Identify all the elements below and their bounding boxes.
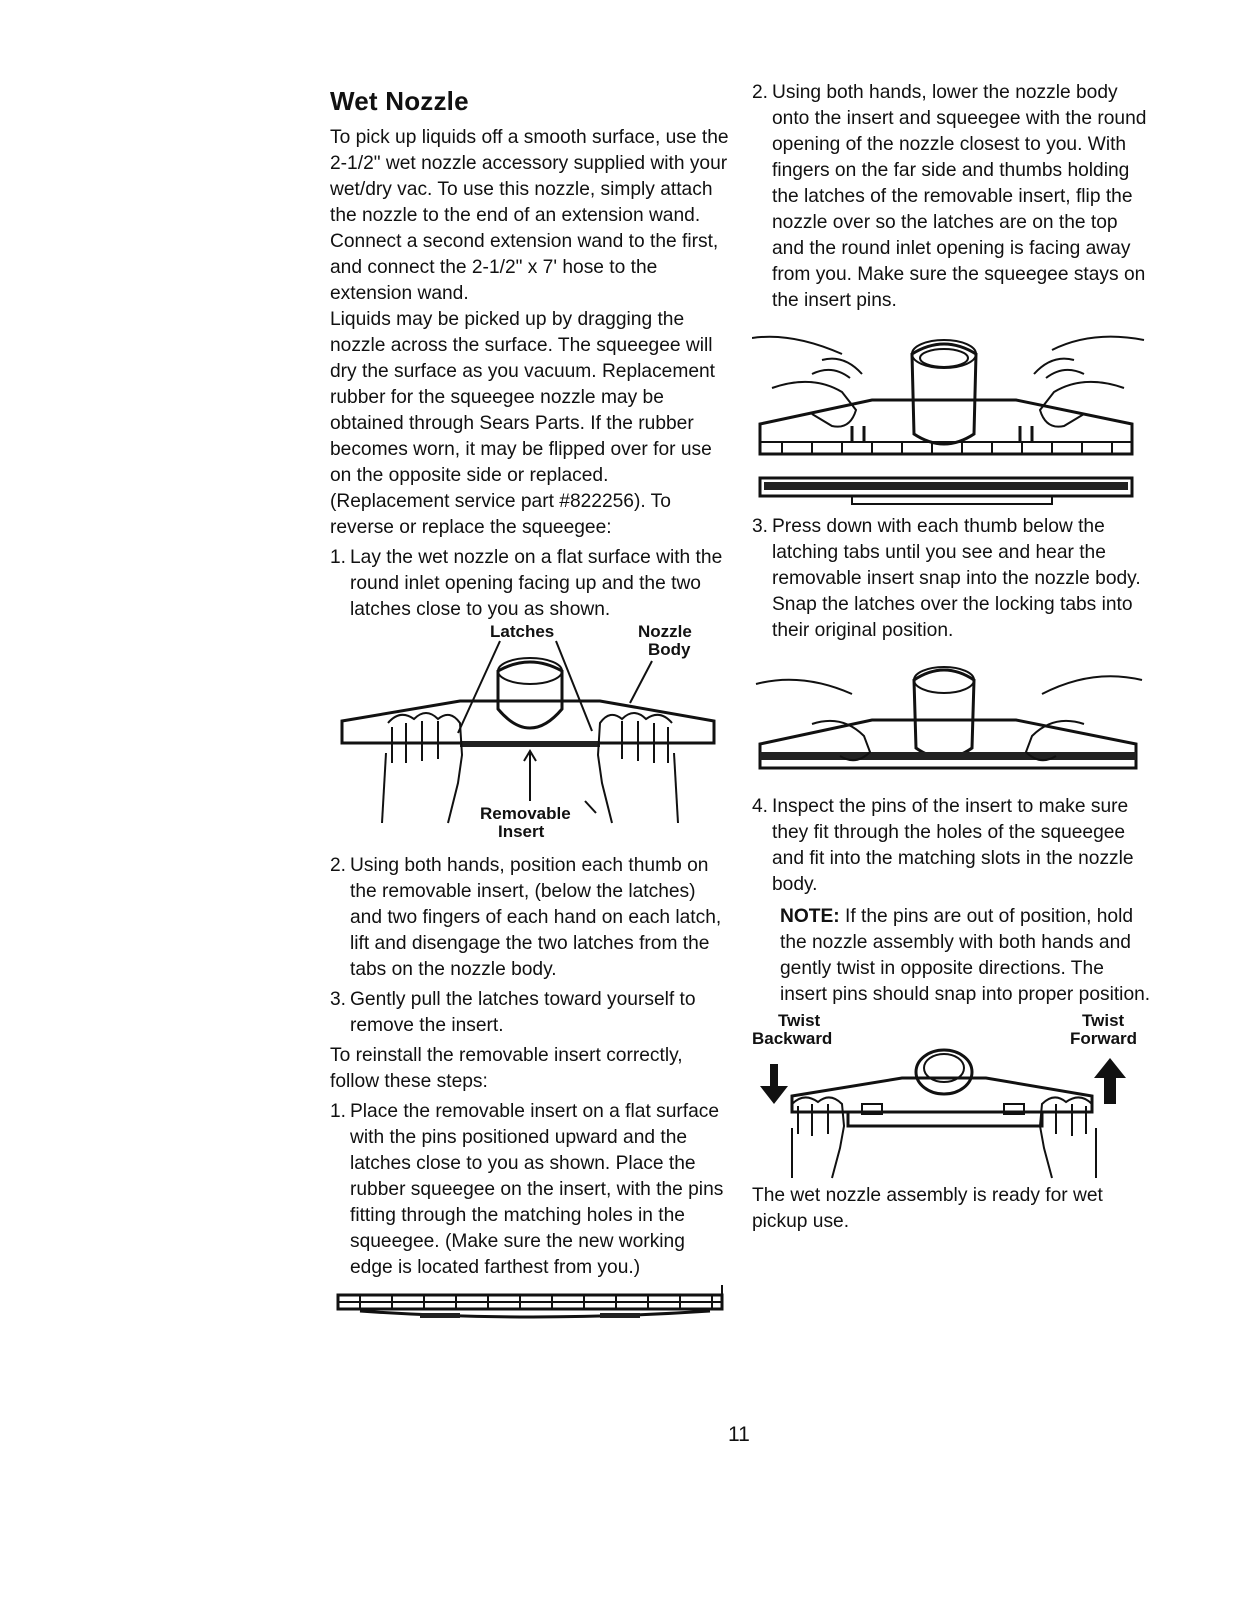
- label-latches: Latches: [490, 623, 555, 641]
- label-twist-right: Twist: [1082, 1011, 1125, 1030]
- step-number: 4.: [752, 796, 769, 817]
- intro-paragraph-3: Liquids may be picked up by dragging the nozzle across the surface. The squeegee will dry the surface as you vacuum. Replacement rubber for the squeegee nozzle may be obtained through Sears Parts. If the rubber becomes worn, it may be flipped over for use on the opposite side or replaced. (Replacement service part #822256). To reverse or replace the squeegee:: [330, 309, 716, 538]
- reinstall-step-4: [752, 794, 1152, 898]
- step-text: Inspect the pins of the insert to make sure they fit through the holes of the squeegee and fit into the matching slots in the nozzle body.: [772, 796, 1134, 895]
- label-insert: Insert: [498, 822, 545, 841]
- step-number: 3.: [330, 989, 347, 1010]
- left-column: [330, 80, 730, 1331]
- label-body: Body: [648, 640, 691, 659]
- figure-press-thumbs: [752, 644, 1152, 794]
- reinstall-step-2: [752, 80, 1152, 314]
- step-text: Place the removable insert on a flat surface with the pins positioned upward and the latches close to you as shown. Place the rubber squeegee on the insert, with the pins fitting through the matching holes in the squeegee. (Make sure the new working edge is located farthest from you.): [350, 1101, 724, 1278]
- section-title: Wet Nozzle: [330, 86, 469, 116]
- figure-insert-pins: [330, 1281, 730, 1331]
- step-number: 1.: [330, 1101, 347, 1122]
- right-column: [752, 80, 1152, 1235]
- label-removable: Removable: [480, 804, 571, 823]
- remove-step-1: [330, 545, 730, 623]
- intro-paragraph-1: To pick up liquids off a smooth surface, use the 2-1/2" wet nozzle accessory supplied with your wet/dry vac. To use this nozzle, simply attach the nozzle to the end of an extension wand.: [330, 127, 729, 226]
- note-block: [780, 904, 1152, 1008]
- step-number: 1.: [330, 547, 347, 568]
- step-number: 2.: [752, 82, 769, 103]
- step-number: 3.: [752, 516, 769, 537]
- label-backward: Backward: [752, 1029, 833, 1048]
- figure-nozzle-latches: [330, 623, 730, 853]
- step-text: Press down with each thumb below the latching tabs until you see and hear the removable insert snap into the nozzle body. Snap the latches over the locking tabs into their original position.: [772, 516, 1141, 641]
- note-label: NOTE:: [780, 906, 840, 927]
- arrow-down-icon: [760, 1064, 788, 1104]
- step-text: Lay the wet nozzle on a flat surface with the round inlet opening facing up and the two latches close to you as shown.: [350, 547, 723, 620]
- label-twist-left: Twist: [778, 1011, 821, 1030]
- figure-twist: [752, 1008, 1152, 1183]
- remove-step-3: [330, 987, 730, 1039]
- label-nozzle: Nozzle: [638, 623, 692, 641]
- closing-paragraph: The wet nozzle assembly is ready for wet pickup use.: [752, 1185, 1103, 1232]
- figure-flip-nozzle: [752, 314, 1152, 514]
- step-text: Using both hands, position each thumb on the removable insert, (below the latches) and two fingers of each hand on each latch, lift and disengage the two latches from the tabs on the nozzle body.: [350, 855, 722, 980]
- step-text: Using both hands, lower the nozzle body onto the insert and squeegee with the round opening of the nozzle closest to you. With fingers on the far side and thumbs holding the latches of the removable insert, flip the nozzle over so the latches are on the top and the round inlet opening is facing away from you. Make sure the squeegee stays on the insert pins.: [772, 82, 1147, 311]
- page-number: 11: [728, 1423, 750, 1446]
- remove-step-2: [330, 853, 730, 983]
- reinstall-intro: To reinstall the removable insert correctly, follow these steps:: [330, 1045, 683, 1092]
- reinstall-step-1: [330, 1099, 730, 1281]
- arrow-up-icon: [1094, 1058, 1126, 1104]
- intro-paragraph-2: Connect a second extension wand to the first, and connect the 2-1/2" x 7' hose to the extension wand.: [330, 231, 719, 304]
- reinstall-step-3: [752, 514, 1152, 644]
- step-number: 2.: [330, 855, 347, 876]
- step-text: Gently pull the latches toward yourself to remove the insert.: [350, 989, 696, 1036]
- label-forward: Forward: [1070, 1029, 1138, 1048]
- note-text: If the pins are out of position, hold the nozzle assembly with both hands and gently twist in opposite directions. The insert pins should snap into proper position.: [780, 906, 1151, 1005]
